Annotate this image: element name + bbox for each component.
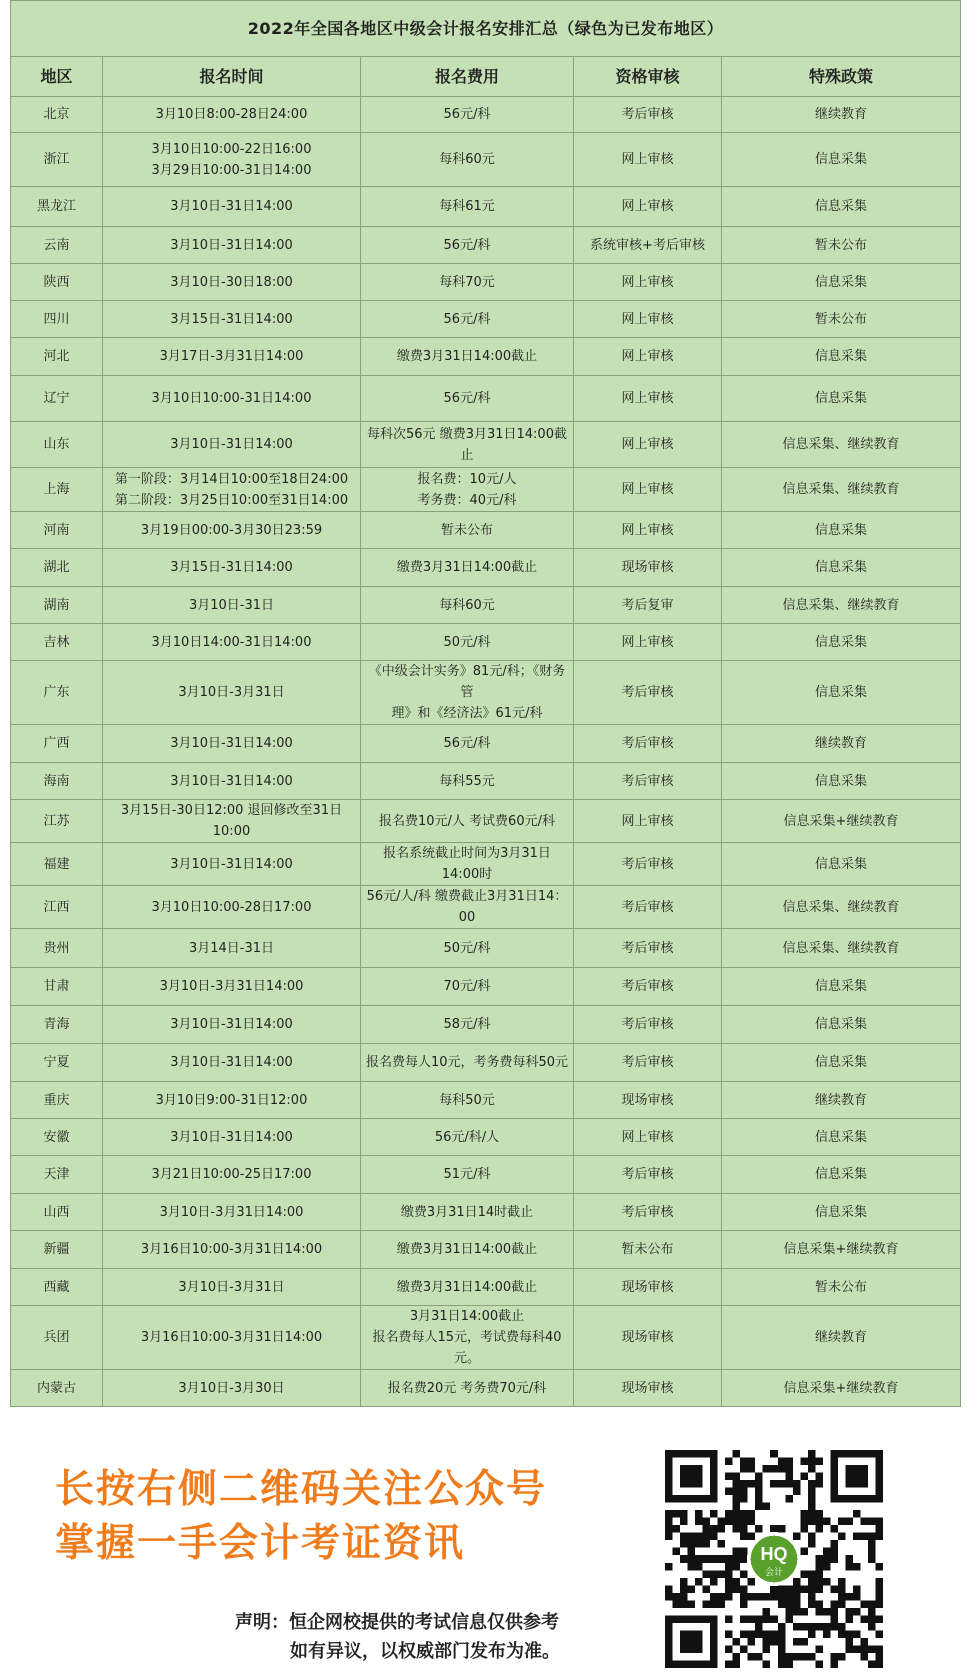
cell-time-line: 3月14日-31日	[188, 940, 275, 956]
cell-policy: 信息采集	[722, 1194, 961, 1231]
cell-fee-line: 56元/科	[443, 311, 491, 327]
cell-policy: 信息采集、继续教育	[722, 886, 961, 929]
cell-review: 网上审核	[574, 376, 722, 422]
table-header-row	[11, 57, 961, 97]
cell-fee	[361, 549, 574, 587]
cell-region: 广西	[11, 725, 103, 763]
cell-region: 重庆	[11, 1082, 103, 1119]
cell-fee-line: 51元/科	[443, 1167, 491, 1182]
cell-region: 河南	[11, 512, 103, 549]
qr-center-logo	[747, 1532, 801, 1586]
cell-fee	[361, 661, 574, 725]
cell-time	[103, 1006, 361, 1044]
cell-review: 网上审核	[574, 1119, 722, 1156]
cell-review: 网上审核	[574, 624, 722, 661]
cell-region: 陕西	[11, 264, 103, 301]
header-region: 地区	[11, 57, 103, 97]
cell-time	[103, 187, 361, 227]
table-row	[11, 968, 961, 1006]
header-fee: 报名费用	[361, 57, 574, 97]
cell-time-line: 3月10日-3月31日	[178, 1279, 285, 1295]
cell-time	[103, 133, 361, 187]
table-row	[11, 187, 961, 227]
cell-review: 考后审核	[574, 1194, 722, 1231]
cell-time-line: 3月10日8:00-28日24:00	[155, 107, 308, 122]
cell-fee-line: 缴费3月31日14:00截止	[396, 349, 538, 364]
cell-time	[103, 1044, 361, 1082]
cell-region: 江苏	[11, 800, 103, 843]
cell-time	[103, 725, 361, 763]
cell-fee	[361, 97, 574, 133]
cell-review: 考后审核	[574, 929, 722, 968]
disclaimer-line-2: 如有异议，以权威部门发布为准。	[290, 1641, 560, 1662]
cell-fee-line: 50元/科	[443, 634, 491, 650]
cell-fee-line: 58元/科	[443, 1017, 491, 1032]
table-row	[11, 133, 961, 187]
cell-fee-line: 每科60元	[439, 152, 495, 167]
table-row	[11, 800, 961, 843]
cell-time-line: 3月17日-3月31日14:00	[159, 349, 304, 364]
cell-fee	[361, 886, 574, 929]
cell-time	[103, 376, 361, 422]
table-row	[11, 1231, 961, 1269]
cell-time-line: 3月10日-31日14:00	[170, 773, 293, 789]
table-row	[11, 549, 961, 587]
cell-time	[103, 968, 361, 1006]
cell-fee	[361, 1044, 574, 1082]
cell-fee-line: 每科70元	[439, 274, 495, 290]
cell-fee-line: 50元/科	[443, 940, 491, 956]
cell-region: 广东	[11, 661, 103, 725]
cell-time	[103, 1156, 361, 1194]
cell-time	[103, 800, 361, 843]
cell-review: 考后审核	[574, 763, 722, 800]
cell-policy: 信息采集、继续教育	[722, 587, 961, 624]
cell-policy: 信息采集、继续教育	[722, 929, 961, 968]
cell-time	[103, 227, 361, 264]
header-time: 报名时间	[103, 57, 361, 97]
cell-review: 网上审核	[574, 187, 722, 227]
cell-review: 现场审核	[574, 1082, 722, 1119]
cell-fee	[361, 1194, 574, 1231]
cell-policy: 信息采集	[722, 1119, 961, 1156]
cell-review: 网上审核	[574, 422, 722, 468]
cell-policy: 暂未公布	[722, 301, 961, 338]
cell-region: 北京	[11, 97, 103, 133]
header-policy: 特殊政策	[722, 57, 961, 97]
cell-region: 兵团	[11, 1306, 103, 1370]
cell-policy: 信息采集+继续教育	[722, 1231, 961, 1269]
table-row	[11, 763, 961, 800]
cell-region: 宁夏	[11, 1044, 103, 1082]
cell-review: 考后审核	[574, 968, 722, 1006]
cell-time-line: 3月10日10:00-31日14:00	[151, 391, 312, 406]
cell-time-line: 3月10日-31日14:00	[170, 199, 293, 214]
cell-fee-line: 暂未公布	[440, 522, 493, 538]
cell-time-line: 3月21日10:00-25日17:00	[151, 1167, 312, 1182]
cell-fee	[361, 1269, 574, 1306]
cell-time	[103, 97, 361, 133]
cell-time	[103, 1306, 361, 1370]
cell-region: 河北	[11, 338, 103, 376]
cell-fee	[361, 929, 574, 968]
cell-region: 吉林	[11, 624, 103, 661]
cell-region: 辽宁	[11, 376, 103, 422]
cell-fee-line: 每科次56元 缴费3月31日14:00截止	[367, 426, 567, 463]
cell-time-line: 3月10日-3月30日	[178, 1380, 285, 1396]
cell-policy: 信息采集+继续教育	[722, 800, 961, 843]
cell-policy: 继续教育	[722, 1082, 961, 1119]
cell-policy: 信息采集	[722, 512, 961, 549]
cell-time	[103, 512, 361, 549]
cell-region: 上海	[11, 468, 103, 512]
cell-review: 网上审核	[574, 800, 722, 843]
cell-time	[103, 338, 361, 376]
cell-time-line: 3月29日10:00-31日14:00	[151, 162, 312, 178]
cell-time	[103, 1082, 361, 1119]
cell-region: 甘肃	[11, 968, 103, 1006]
cell-fee-line: 《中级会计实务》81元/科；《财务管	[368, 664, 566, 700]
cell-policy: 暂未公布	[722, 1269, 961, 1306]
cell-time	[103, 763, 361, 800]
table-row	[11, 587, 961, 624]
cell-time	[103, 468, 361, 512]
cell-time	[103, 1119, 361, 1156]
cell-time-line: 3月10日-31日14:00	[170, 1017, 293, 1032]
cell-review: 考后审核	[574, 843, 722, 886]
cell-time-line: 3月16日10:00-3月31日14:00	[140, 1330, 323, 1345]
cell-fee	[361, 187, 574, 227]
cell-fee	[361, 227, 574, 264]
table-row	[11, 929, 961, 968]
cell-fee	[361, 1006, 574, 1044]
cell-time-line: 3月10日-31日	[188, 597, 275, 613]
cell-review: 系统审核+考后审核	[574, 227, 722, 264]
cell-time-line: 3月15日-31日14:00	[170, 311, 293, 327]
header-review: 资格审核	[574, 57, 722, 97]
cell-region: 海南	[11, 763, 103, 800]
cell-time-line: 3月10日-31日14:00	[170, 736, 293, 751]
table-row	[11, 843, 961, 886]
cell-policy: 暂未公布	[722, 227, 961, 264]
cell-time	[103, 549, 361, 587]
cell-fee-line: 每科50元	[439, 1092, 495, 1108]
cell-review: 考后审核	[574, 1006, 722, 1044]
cell-time-line: 3月10日-31日14:00	[170, 1129, 293, 1145]
cell-region: 黑龙江	[11, 187, 103, 227]
cell-fee-line: 56元/科	[443, 391, 491, 406]
cell-region: 内蒙古	[11, 1370, 103, 1407]
cell-time-line: 3月10日9:00-31日12:00	[155, 1092, 308, 1108]
cell-review: 考后审核	[574, 1156, 722, 1194]
cell-fee	[361, 264, 574, 301]
cell-time-line: 3月10日-31日14:00	[170, 1055, 293, 1070]
table-row	[11, 1006, 961, 1044]
cell-fee	[361, 1370, 574, 1407]
cell-policy: 信息采集、继续教育	[722, 468, 961, 512]
cell-policy: 继续教育	[722, 725, 961, 763]
cell-time-line: 3月16日10:00-3月31日14:00	[140, 1242, 323, 1257]
cell-time-line: 第二阶段：3月25日10:00至31日14:00	[114, 492, 349, 508]
cell-fee	[361, 800, 574, 843]
cell-fee-line: 报名费20元 考务费70元/科	[387, 1380, 547, 1396]
cell-region: 山西	[11, 1194, 103, 1231]
cell-review: 网上审核	[574, 468, 722, 512]
cell-time-line: 3月10日-30日18:00	[170, 274, 293, 290]
table-row	[11, 264, 961, 301]
cell-time	[103, 886, 361, 929]
cell-fee	[361, 725, 574, 763]
cell-time-line: 3月10日-3月31日14:00	[159, 979, 304, 994]
cell-fee-line: 考务费：40元/科	[417, 492, 517, 508]
cell-time-line: 3月10日-3月31日14:00	[159, 1204, 304, 1220]
cell-policy: 信息采集	[722, 264, 961, 301]
qr-logo-subtext: 会计	[764, 1566, 784, 1577]
cell-policy: 信息采集	[722, 968, 961, 1006]
cell-fee-line: 缴费3月31日14:00截止	[396, 1242, 538, 1257]
table-row	[11, 1082, 961, 1119]
cell-fee-line: 70元/科	[443, 979, 491, 994]
cell-fee-line: 56元/科	[443, 736, 491, 751]
cell-fee-line: 理》和《经济法》61元/科	[391, 706, 543, 721]
cell-fee-line: 56元/科/人	[434, 1129, 500, 1145]
cell-fee	[361, 587, 574, 624]
cell-fee-line: 报名费每人10元，考务费每科50元	[365, 1055, 569, 1070]
cell-policy: 信息采集	[722, 549, 961, 587]
cell-fee	[361, 468, 574, 512]
cell-time	[103, 624, 361, 661]
cell-time-line: 第一阶段：3月14日10:00至18日24:00	[114, 471, 349, 487]
cell-region: 江西	[11, 886, 103, 929]
cell-region: 云南	[11, 227, 103, 264]
cell-fee	[361, 338, 574, 376]
table-row	[11, 422, 961, 468]
cell-time	[103, 929, 361, 968]
table-row	[11, 97, 961, 133]
cell-fee	[361, 376, 574, 422]
cell-region: 浙江	[11, 133, 103, 187]
table-row	[11, 1194, 961, 1231]
cell-time-line: 3月10日-3月31日	[178, 685, 285, 700]
cell-fee-line: 缴费3月31日14:00截止	[396, 1279, 538, 1295]
table-row	[11, 661, 961, 725]
cell-review: 考后审核	[574, 661, 722, 725]
cell-time-line: 3月10日10:00-28日17:00	[151, 899, 312, 915]
cell-time	[103, 843, 361, 886]
cell-review: 现场审核	[574, 1306, 722, 1370]
cell-policy: 继续教育	[722, 1306, 961, 1370]
cell-region: 山东	[11, 422, 103, 468]
cell-fee	[361, 512, 574, 549]
cell-policy: 信息采集	[722, 763, 961, 800]
cell-fee-line: 3月31日14:00截止	[409, 1309, 525, 1324]
cell-time	[103, 1194, 361, 1231]
table-row	[11, 338, 961, 376]
cell-fee-line: 每科60元	[439, 597, 495, 613]
cell-fee-line: 缴费3月31日14:00截止	[396, 560, 538, 575]
cell-review: 现场审核	[574, 1370, 722, 1407]
cell-time-line: 3月10日-31日14:00	[170, 437, 293, 452]
cell-policy: 信息采集	[722, 843, 961, 886]
cell-region: 天津	[11, 1156, 103, 1194]
table-row	[11, 1269, 961, 1306]
cell-time	[103, 1269, 361, 1306]
qr-code[interactable]	[665, 1450, 883, 1668]
registration-table-container	[10, 0, 960, 1407]
cell-time-line: 3月10日10:00-22日16:00	[151, 141, 312, 157]
cell-fee-line: 缴费3月31日14时截止	[400, 1204, 534, 1220]
cell-policy: 信息采集	[722, 1006, 961, 1044]
table-row	[11, 512, 961, 549]
cell-time-line: 3月15日-30日12:00 退回修改至31日10:00	[120, 803, 343, 839]
cell-time	[103, 587, 361, 624]
cell-fee	[361, 1306, 574, 1370]
cell-policy: 信息采集	[722, 187, 961, 227]
cell-review: 暂未公布	[574, 1231, 722, 1269]
table-row	[11, 376, 961, 422]
cell-fee	[361, 301, 574, 338]
cell-fee-line: 每科61元	[439, 199, 495, 214]
cell-time	[103, 422, 361, 468]
cell-review: 考后审核	[574, 1044, 722, 1082]
cell-fee-line: 报名费10元/人 考试费60元/科	[379, 813, 555, 829]
cell-fee-line: 报名费每人15元，考试费每科40元。	[372, 1330, 562, 1366]
cell-policy: 信息采集	[722, 624, 961, 661]
cell-region: 贵州	[11, 929, 103, 968]
cell-policy: 继续教育	[722, 97, 961, 133]
cell-review: 现场审核	[574, 549, 722, 587]
cell-review: 网上审核	[574, 512, 722, 549]
qr-logo-text: HQ	[760, 1543, 788, 1564]
cell-region: 青海	[11, 1006, 103, 1044]
cell-review: 现场审核	[574, 1269, 722, 1306]
registration-table	[10, 0, 961, 1407]
table-row	[11, 725, 961, 763]
cell-region: 西藏	[11, 1269, 103, 1306]
table-row	[11, 1044, 961, 1082]
cell-policy: 信息采集	[722, 661, 961, 725]
disclaimer-line-1: 声明：恒企网校提供的考试信息仅供参考	[235, 1612, 559, 1633]
table-row	[11, 468, 961, 512]
cell-fee	[361, 843, 574, 886]
slogan-line-2: 掌握一手会计考证资讯	[55, 1521, 466, 1566]
table-row	[11, 1156, 961, 1194]
cell-time-line: 3月15日-31日14:00	[170, 560, 293, 575]
table-title: 2022年全国各地区中级会计报名安排汇总（绿色为已发布地区）	[11, 1, 961, 57]
cell-time	[103, 301, 361, 338]
cell-time-line: 3月10日-31日14:00	[170, 856, 293, 872]
cell-review: 考后复审	[574, 587, 722, 624]
cell-fee-line: 56元/科	[443, 237, 491, 253]
cell-time	[103, 661, 361, 725]
cell-time-line: 3月10日14:00-31日14:00	[151, 634, 312, 650]
cell-review: 考后审核	[574, 886, 722, 929]
cell-fee-line: 每科55元	[439, 773, 495, 789]
cell-fee	[361, 1231, 574, 1269]
cell-review: 网上审核	[574, 264, 722, 301]
cell-time-line: 3月19日00:00-3月30日23:59	[140, 522, 323, 538]
table-row	[11, 227, 961, 264]
table-row	[11, 301, 961, 338]
cell-policy: 信息采集	[722, 1044, 961, 1082]
table-row	[11, 624, 961, 661]
cell-fee	[361, 1156, 574, 1194]
cell-fee	[361, 763, 574, 800]
cell-fee	[361, 624, 574, 661]
cell-fee	[361, 968, 574, 1006]
cell-review: 考后审核	[574, 97, 722, 133]
cell-fee	[361, 1119, 574, 1156]
cell-policy: 信息采集	[722, 133, 961, 187]
cell-region: 新疆	[11, 1231, 103, 1269]
promo-footer	[0, 1440, 970, 1673]
table-row	[11, 1306, 961, 1370]
cell-review: 网上审核	[574, 338, 722, 376]
cell-review: 考后审核	[574, 725, 722, 763]
cell-review: 网上审核	[574, 301, 722, 338]
cell-fee-line: 报名系统截止时间为3月31日14:00时	[383, 846, 551, 882]
table-row	[11, 1370, 961, 1407]
cell-time	[103, 1231, 361, 1269]
cell-review: 网上审核	[574, 133, 722, 187]
cell-fee	[361, 133, 574, 187]
cell-region: 四川	[11, 301, 103, 338]
table-row	[11, 886, 961, 929]
cell-region: 湖北	[11, 549, 103, 587]
cell-fee	[361, 422, 574, 468]
slogan-line-1: 长按右侧二维码关注公众号	[55, 1467, 548, 1512]
table-row	[11, 1119, 961, 1156]
cell-policy: 信息采集+继续教育	[722, 1370, 961, 1407]
cell-policy: 信息采集	[722, 1156, 961, 1194]
cell-fee	[361, 1082, 574, 1119]
cell-fee-line: 报名费：10元/人	[417, 471, 517, 487]
cell-time-line: 3月10日-31日14:00	[170, 237, 293, 253]
cell-time	[103, 264, 361, 301]
cell-policy: 信息采集、继续教育	[722, 422, 961, 468]
cell-region: 福建	[11, 843, 103, 886]
cell-region: 安徽	[11, 1119, 103, 1156]
cell-time	[103, 1370, 361, 1407]
cell-region: 湖南	[11, 587, 103, 624]
cell-policy: 信息采集	[722, 376, 961, 422]
cell-fee-line: 56元/科	[443, 107, 491, 122]
cell-fee-line: 56元/人/科 缴费截止3月31日14：00	[366, 889, 568, 925]
cell-policy: 信息采集	[722, 338, 961, 376]
